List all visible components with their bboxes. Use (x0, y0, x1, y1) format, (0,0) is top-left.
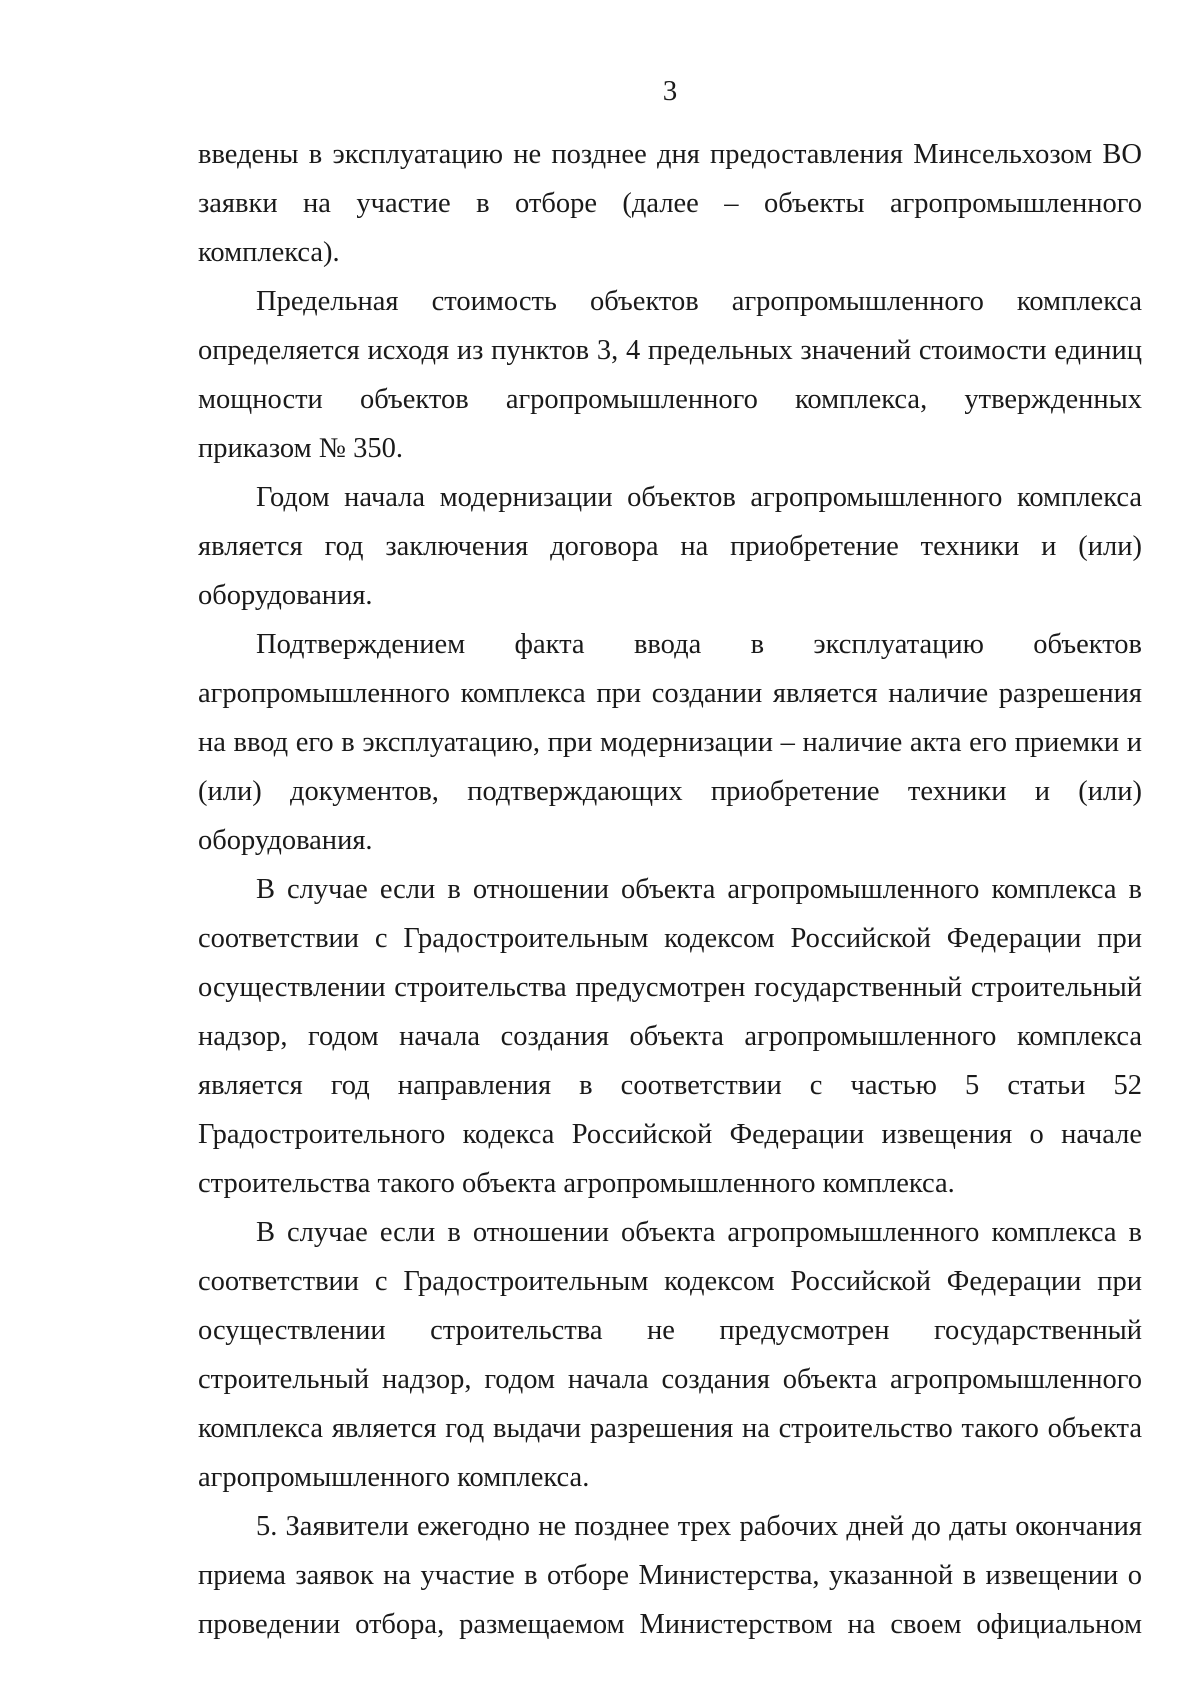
paragraph-supervision-provided: В случае если в отношении объекта агропромышленного комплекса в соответствии с Градостроительным кодексом Российской Федерации при осуществлении строительства предусмотрен государственный строительный надзор, годом начала создания объекта агропромышленного комплекса является год направления в соответствии с частью 5 статьи 52 Градостроительного кодекса Российской Федерации извещения о начале строительства такого объекта агропромышленного комплекса. (198, 874, 1142, 1199)
paragraph-commissioning-confirmation: Подтверждением факта ввода в эксплуатацию объектов агропромышленного комплекса при создании является наличие разрешения на ввод его в эксплуатацию, при модернизации – наличие акта его приемки и (или) документов, подтверждающих приобретение техники и (или) оборудования. (198, 629, 1142, 856)
paragraph-supervision-not-provided: В случае если в отношении объекта агропромышленного комплекса в соответствии с Градостроительным кодексом Российской Федерации при осуществлении строительства не предусмотрен государственный строительный надзор, годом начала создания объекта агропромышленного комплекса является год выдачи разрешения на строительство такого объекта агропромышленного комплекса. (198, 1217, 1142, 1493)
page-number: 3 (662, 75, 678, 107)
paragraph-modernization-year: Годом начала модернизации объектов агропромышленного комплекса является год заключения договора на приобретение техники и (или) оборудования. (198, 482, 1142, 611)
paragraph-cost-limit: Предельная стоимость объектов агропромышленного комплекса определяется исходя из пунктов 3, 4 предельных значений стоимости единиц мощности объектов агропромышленного комплекса, утвержденных приказом № 350. (198, 286, 1142, 464)
paragraph-applicants: 5. Заявители ежегодно не позднее трех рабочих дней до даты окончания приема заявок на участие в отборе Министерства, указанной в извещении о проведении отбора, размещаемом Министерством на своем официальном (198, 1511, 1142, 1640)
document-body (198, 130, 1142, 1649)
paragraph-continuation: введены в эксплуатацию не позднее дня предоставления Минсельхозом ВО заявки на участие в отборе (далее – объекты агропромышленного комплекса). (198, 139, 1142, 268)
